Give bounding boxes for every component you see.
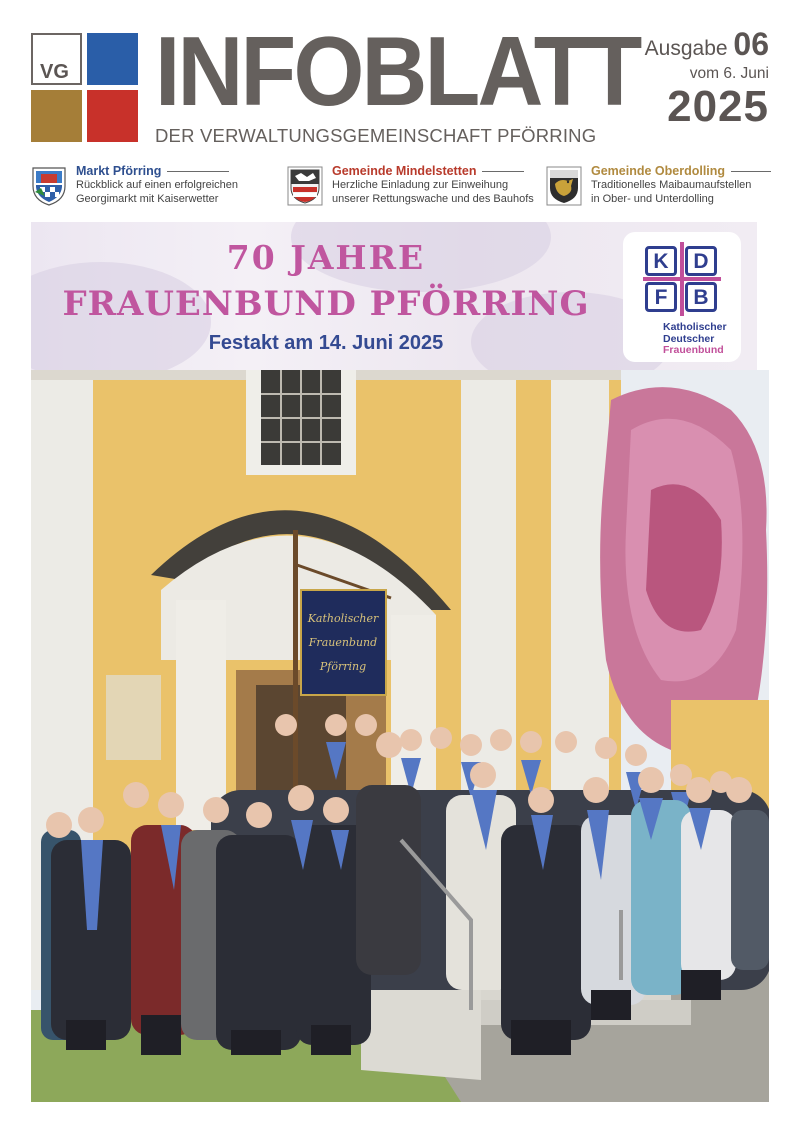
teaser-text: Rückblick auf einen erfolgreichen Georgimarkt mit Kaiserwetter bbox=[76, 179, 239, 205]
teaser-mindelstetten[interactable] bbox=[287, 164, 532, 208]
teaser-title: Markt Pförring bbox=[76, 164, 229, 178]
photo-banner-line1: Katholischer bbox=[307, 612, 379, 625]
group-photo bbox=[31, 370, 769, 1102]
kdfb-letter: D bbox=[685, 246, 717, 276]
logo-text: VG bbox=[40, 61, 69, 83]
issue-date: vom 6. Juni bbox=[689, 65, 769, 82]
logo-square-gold bbox=[31, 90, 82, 142]
banner-title-line2: FRAUENBUND PFÖRRING bbox=[62, 284, 590, 324]
photo-banner-line2: Frauenbund bbox=[308, 636, 378, 649]
teaser-title: Gemeinde Oberdolling bbox=[591, 164, 771, 178]
kdfb-logo bbox=[623, 232, 741, 362]
teaser-text: Traditionelles Maibaumaufstellen in Ober- und Unterdolling bbox=[591, 179, 752, 205]
vg-logo bbox=[31, 33, 138, 143]
group-photo-illustration bbox=[31, 370, 769, 1102]
pfoerring-crest-icon bbox=[31, 166, 67, 206]
kdfb-letter: B bbox=[685, 282, 717, 312]
photo-banner-line3: Pförring bbox=[319, 660, 367, 673]
teaser-title: Gemeinde Mindelstetten bbox=[332, 164, 524, 178]
kdfb-cross-horizontal bbox=[643, 277, 721, 281]
banner-subtitle: Festakt am 14. Juni 2025 bbox=[208, 332, 444, 354]
page-subtitle: DER VERWALTUNGSGEMEINSCHAFT PFÖRRING bbox=[155, 125, 597, 146]
banner-title-line1: 70 JAHRE bbox=[226, 238, 426, 277]
mindelstetten-crest-icon bbox=[287, 166, 323, 206]
issue-number: 06 bbox=[733, 26, 769, 62]
masthead bbox=[155, 16, 640, 126]
oberdolling-crest-icon bbox=[546, 166, 582, 206]
teaser-pfoerring[interactable] bbox=[31, 164, 271, 208]
issue-year: 2025 bbox=[667, 82, 769, 131]
logo-square-red bbox=[87, 90, 138, 142]
teaser-oberdolling[interactable] bbox=[546, 164, 776, 208]
logo-square-blue bbox=[87, 33, 138, 85]
kdfb-name: Katholischer Deutscher Frauenbund bbox=[663, 321, 727, 356]
kdfb-letter: F bbox=[645, 282, 677, 312]
issue-info bbox=[619, 28, 769, 131]
teaser-text: Herzliche Einladung zur Einweihung unserer Rettungswache und des Bauhofs bbox=[332, 179, 534, 205]
kdfb-letter: K bbox=[645, 246, 677, 276]
issue-label: Ausgabe bbox=[644, 37, 728, 60]
anniversary-banner bbox=[31, 222, 757, 370]
page-title: INFOBLATT bbox=[155, 16, 640, 126]
